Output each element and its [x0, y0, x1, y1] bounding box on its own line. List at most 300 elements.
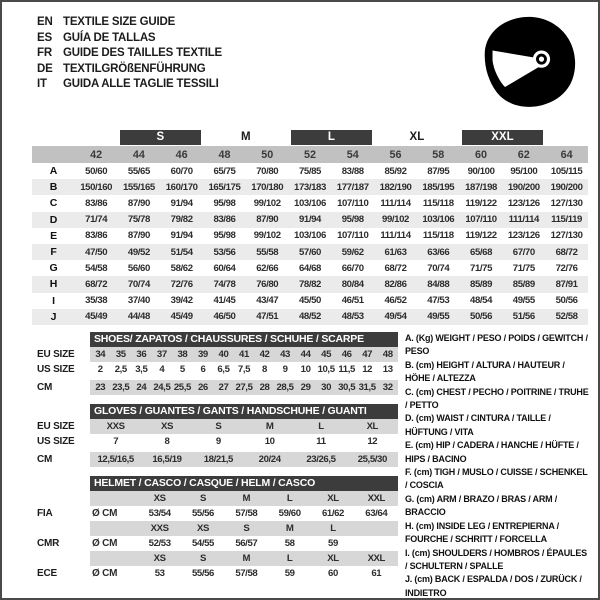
textile-size-table: [32, 129, 588, 325]
measurement-value: 82/86: [374, 276, 417, 292]
gloves-cell: 18/21,5: [203, 454, 233, 465]
helmet-value: 60: [328, 568, 338, 579]
measurement-value: 107/110: [337, 230, 369, 242]
shoes-cell: 43: [280, 349, 290, 360]
measurement-value: 177/187: [331, 179, 374, 195]
measurement-value: 46/52: [384, 295, 407, 307]
measurement-value: 64/68: [298, 262, 321, 274]
gloves-cell: 20/24: [258, 454, 281, 465]
shoes-cell: 5: [179, 364, 185, 375]
shoes-cell: 13: [382, 364, 393, 375]
measurement-value: 99/102: [253, 230, 281, 242]
row-letter: H: [32, 276, 75, 292]
shoes-cell: 8: [262, 364, 267, 375]
helmet-size-label: XL: [327, 493, 339, 504]
measurement-value: 85/92: [384, 165, 407, 177]
size-group-xl: [374, 129, 460, 146]
measurement-value: 47/50: [75, 244, 118, 260]
spacer: [32, 476, 90, 491]
measurement-row-f: [32, 244, 588, 260]
measurement-value: 58/62: [170, 262, 193, 274]
size-column-48: 48: [203, 146, 246, 163]
gloves-cell: S: [215, 421, 222, 432]
shoes-cell: 34: [95, 349, 106, 360]
helmet-size-label: M: [242, 493, 251, 504]
shoes-cell: 36: [136, 349, 147, 360]
shoes-cell: 24: [136, 382, 147, 393]
shoes-cell: 48: [382, 349, 393, 360]
gloves-cell: M: [265, 421, 274, 432]
helmet-size-label: L: [286, 493, 293, 504]
helmet-standard-row-ece: [32, 566, 398, 581]
size-group-box: XXL: [462, 130, 544, 145]
language-title: GUÍA DE TALLAS: [63, 31, 156, 44]
measurement-value: 123/126: [507, 197, 540, 209]
gloves-row-label: US SIZE: [37, 436, 75, 447]
shoes-cells: [90, 362, 398, 377]
gloves-row-label: CM: [37, 454, 53, 465]
shoes-cell: 10,5: [317, 364, 335, 375]
helmet-sizes-cells: [90, 551, 398, 566]
measurement-value: 119/122: [465, 197, 497, 209]
shoes-cell: 47: [362, 349, 373, 360]
measurement-value: 61/63: [374, 244, 417, 260]
helmet-value: 54/55: [191, 538, 214, 549]
shoes-cell: 3,5: [135, 364, 148, 375]
shoes-cell: 23: [95, 382, 106, 393]
measurement-value: 75/85: [298, 165, 321, 177]
shoes-cell: 41: [239, 349, 249, 360]
measurement-value: 80/84: [331, 276, 374, 292]
shoes-cell: 31,5: [358, 382, 376, 393]
measurement-value: 74/78: [203, 276, 246, 292]
measurement-value: 91/94: [170, 197, 193, 209]
measurement-value: 62/66: [256, 262, 279, 274]
legend-item: D. (cm) WAIST / CINTURA / TAILLE / HÜFTUNG / VITA: [405, 413, 551, 437]
sub-tables-column: [32, 332, 398, 600]
measurement-row-j: [32, 309, 588, 325]
shoes-cell: 24,5: [153, 382, 171, 393]
measurement-value: 85/89: [460, 276, 503, 292]
shoes-cells: [90, 380, 398, 395]
shoes-row: [32, 380, 398, 395]
language-row: [37, 77, 222, 93]
measurement-value: 185/195: [417, 179, 460, 195]
measurement-value: 95/98: [213, 230, 236, 242]
measurement-value: 60/70: [170, 165, 193, 177]
measurement-value: 66/70: [341, 262, 364, 274]
shoes-size-table: [32, 332, 398, 395]
row-letter: A: [49, 165, 57, 178]
shoes-cell: 10: [300, 364, 311, 375]
shoes-cell: 42: [259, 349, 270, 360]
measurement-value: 87/90: [246, 212, 289, 228]
measurement-value: 76/80: [246, 276, 289, 292]
shoes-row-label: CM: [37, 382, 53, 393]
row-letter: G: [49, 262, 58, 275]
helmet-size-label: XXL: [367, 493, 386, 504]
measurement-value: 70/80: [256, 165, 279, 177]
shoes-cell: 29: [300, 382, 311, 393]
measurement-value: 56/60: [127, 262, 150, 274]
gloves-cell: 12: [367, 436, 378, 447]
legend-item: B. (cm) HEIGHT / ALTURA / HAUTEUR / HÖHE / ALTEZZA: [405, 359, 565, 384]
shoes-cell: 32: [382, 382, 393, 393]
helmet-value: 56/57: [235, 538, 258, 549]
shoes-cell: 27,5: [235, 382, 253, 393]
measurement-value: 45/50: [298, 295, 321, 307]
gloves-cell: 12,5/16,5: [97, 454, 134, 465]
measurement-value: 65/68: [460, 244, 503, 260]
measurement-value: 83/86: [85, 197, 108, 209]
measurement-value: 45/49: [75, 309, 118, 325]
measurement-value: 119/122: [465, 230, 497, 242]
shoes-cell: 25,5: [173, 382, 191, 393]
measurement-value: 111/114: [502, 212, 545, 228]
helmet-unit-spacer: [90, 491, 138, 506]
legend-item: H. (cm) INSIDE LEG / ENTREPIERNA / FOURCHE / SCHRITT / FORCELLA: [405, 520, 559, 545]
shoes-cell: 28: [259, 382, 270, 393]
measurement-value: 71/75: [470, 262, 493, 274]
measurement-value: 72/76: [555, 262, 578, 274]
racing-helmet-icon: [476, 14, 582, 110]
helmet-size-label: XL: [327, 553, 339, 564]
helmet-standard-label: CMR: [37, 538, 60, 549]
helmet-size-label: XS: [153, 553, 166, 564]
helmet-standard-label: ECE: [37, 568, 57, 579]
measurement-value: 41/45: [213, 295, 236, 307]
shoes-cell: 6: [200, 364, 206, 375]
legend-item: J. (cm) BACK / ESPALDA / DOS / ZURÜCK / INDIETRO: [405, 574, 582, 598]
measurement-value: 35/38: [85, 295, 108, 307]
gloves-cell: XS: [160, 421, 173, 432]
helmet-sizes-row: [32, 551, 398, 566]
gloves-row: [32, 419, 398, 434]
measurement-value: 51/56: [502, 309, 545, 325]
measurement-row-e: [32, 228, 588, 244]
measurement-value: 70/74: [118, 276, 161, 292]
language-title: TEXTILE SIZE GUIDE: [63, 16, 176, 28]
measurement-value: 107/110: [460, 212, 503, 228]
measurement-value: 47/53: [427, 295, 450, 307]
helmet-size-table: [32, 476, 398, 581]
language-code: EN: [37, 16, 53, 28]
measurement-value: 50/56: [460, 309, 503, 325]
measurement-value: 68/72: [545, 244, 588, 260]
shoes-cell: 27: [218, 382, 229, 393]
measurement-value: 37/40: [127, 295, 150, 307]
shoes-cells: [90, 347, 398, 362]
gloves-size-table: [32, 404, 398, 467]
helmet-unit-spacer: [90, 551, 138, 566]
measurement-value: 190/200: [545, 179, 588, 195]
measurement-value: 49/54: [374, 309, 417, 325]
legend-item: F. (cm) TIGH / MUSLO / CUISSE / SCHENKEL / COSCIA: [405, 467, 588, 491]
measurement-value: 55/65: [127, 165, 150, 177]
measurement-value: 165/175: [203, 179, 246, 195]
measurement-value: 75/78: [118, 212, 161, 228]
shoes-cell: 26: [197, 382, 208, 393]
measurement-value: 123/126: [507, 230, 540, 242]
shoes-table-title: SHOES/ ZAPATOS / CHAUSSURES / SCHUHE / SCARPE: [90, 332, 398, 347]
helmet-value: 55/56: [191, 508, 214, 519]
helmet-sizes-row: [32, 521, 398, 536]
helmet-unit-label: Ø CM: [92, 538, 118, 549]
size-group-row: [32, 129, 588, 146]
shoes-cell: 4: [159, 364, 165, 375]
gloves-row: [32, 452, 398, 467]
language-code: ES: [37, 31, 52, 44]
helmet-size-label: M: [242, 553, 251, 564]
measurement-value: 85/89: [502, 276, 545, 292]
measurement-value: 51/54: [160, 244, 203, 260]
language-title: GUIDA ALLE TAGLIE TESSILI: [63, 78, 219, 91]
helmet-value: 55/56: [191, 568, 214, 579]
measurement-value: 111/114: [380, 230, 411, 242]
measurement-value: 160/170: [160, 179, 203, 195]
shoes-cell: 9: [282, 364, 288, 375]
shoes-cell: 35: [115, 349, 126, 360]
shoes-cell: 11,5: [338, 364, 355, 375]
measurement-value: 45/49: [160, 309, 203, 325]
measurement-value: 127/130: [550, 230, 583, 242]
measurement-value: 54/58: [85, 262, 108, 274]
lower-section: [32, 332, 590, 600]
language-code: DE: [37, 62, 53, 75]
shoes-row-label: US SIZE: [37, 364, 75, 375]
gloves-cell: 25,5/30: [357, 454, 387, 465]
measurement-value: 60/64: [213, 262, 236, 274]
measurement-value: 103/106: [294, 197, 326, 209]
shoes-cell: 39: [197, 349, 208, 360]
helmet-value-cells: [90, 506, 398, 521]
size-group-empty: [545, 129, 588, 146]
gloves-cells: [90, 419, 398, 434]
size-column-52: 52: [289, 146, 332, 163]
measurement-value: 87/91: [545, 276, 588, 292]
helmet-value: [355, 536, 398, 551]
size-column-46: 46: [160, 146, 203, 163]
measurement-value: 190/200: [502, 179, 545, 195]
measurement-value: 115/118: [422, 197, 454, 209]
measurement-row-b: [32, 179, 588, 195]
helmet-value: 58: [284, 538, 295, 549]
helmet-table-title: HELMET / CASCO / CASQUE / HELM / CASCO: [90, 476, 398, 491]
gloves-cell: 23/26,5: [306, 454, 336, 465]
helmet-size-label: S: [243, 523, 250, 534]
size-group-m: [203, 129, 289, 146]
helmet-value: 59: [284, 568, 295, 579]
shoes-cell: 28,5: [276, 382, 294, 393]
measurement-value: 46/51: [341, 295, 364, 307]
gloves-cell: 10: [264, 436, 275, 447]
measurement-value: 115/118: [422, 230, 454, 242]
row-letter: B: [32, 179, 75, 195]
shoes-cell: 2,5: [114, 364, 127, 375]
measurement-value: 173/183: [289, 179, 332, 195]
size-column-64: 64: [545, 146, 588, 163]
language-row: [37, 46, 222, 62]
measurement-row-c: [32, 195, 588, 211]
shoes-row: [32, 347, 398, 362]
measurement-value: 50/60: [85, 165, 108, 177]
helmet-row-label: [32, 551, 90, 566]
measurement-value: 127/130: [550, 197, 583, 209]
measurement-value: 107/110: [337, 197, 369, 209]
measurement-value: 55/58: [246, 244, 289, 260]
helmet-size-label: L: [330, 523, 336, 534]
helmet-value: 57/58: [235, 568, 258, 579]
helmet-sizes-cells: [90, 521, 398, 536]
helmet-standard-row-fia: [32, 506, 398, 521]
language-title: TEXTILGRÖßENFÜHRUNG: [63, 62, 206, 75]
measurement-value: 63/66: [417, 244, 460, 260]
measurement-value: 43/47: [256, 295, 279, 307]
legend-item: E. (cm) HIP / CADERA / HANCHE / HÜFTE / HIPS / BACINO: [405, 440, 579, 464]
size-column-58: 58: [417, 146, 460, 163]
legend-item: G. (cm) ARM / BRAZO / BRAS / ARM / BRACCIO: [405, 493, 558, 518]
shoes-cell: 7,5: [237, 364, 251, 375]
measurement-value: 187/198: [460, 179, 503, 195]
measurement-value: 95/98: [213, 197, 236, 209]
helmet-row-label: [32, 491, 90, 506]
helmet-unit-label: Ø CM: [92, 508, 118, 519]
measurement-value: 103/106: [417, 212, 460, 228]
language-title-list: [37, 15, 222, 93]
row-letter: J: [32, 309, 75, 325]
size-column-56: 56: [374, 146, 417, 163]
helmet-size-label: S: [199, 553, 206, 564]
gloves-cell: XXS: [106, 421, 125, 432]
measurement-value: 170/180: [246, 179, 289, 195]
measurement-value: 95/98: [331, 212, 374, 228]
gloves-cell: XL: [366, 421, 379, 432]
row-letter: I: [52, 294, 55, 307]
shoes-cell: 23,5: [112, 382, 130, 393]
gloves-row: [32, 434, 398, 449]
measurement-value: 68/72: [384, 262, 407, 274]
shoes-cell: 37: [156, 349, 167, 360]
helmet-unit-spacer: [90, 521, 138, 536]
size-group-box: XL: [409, 131, 425, 143]
language-row: [37, 31, 222, 47]
measurement-row-h: [32, 276, 588, 292]
size-column-62: 62: [502, 146, 545, 163]
size-group-l: [289, 129, 375, 146]
measurement-value: 84/88: [417, 276, 460, 292]
measurement-value: 99/102: [374, 212, 417, 228]
measurement-value: 49/55: [512, 295, 535, 307]
measurement-value: 57/60: [289, 244, 332, 260]
gloves-cell: 8: [164, 436, 170, 447]
measurement-value: 49/52: [118, 244, 161, 260]
helmet-unit-label: Ø CM: [92, 568, 118, 579]
size-group-s: [118, 129, 204, 146]
size-group-empty: [32, 129, 118, 146]
measurement-value: 48/53: [331, 309, 374, 325]
language-row: [37, 62, 222, 78]
spacer: [32, 332, 90, 347]
measurement-value: 65/75: [213, 165, 236, 177]
measurement-value: 49/55: [417, 309, 460, 325]
measurement-value: 53/56: [203, 244, 246, 260]
shoes-cell: 12: [362, 364, 373, 375]
size-number-row: [32, 146, 588, 163]
measurement-value: 79/82: [160, 212, 203, 228]
size-column-54: 54: [331, 146, 374, 163]
measurement-value: 87/95: [427, 165, 450, 177]
helmet-size-label: L: [286, 553, 293, 564]
legend-item: C. (cm) CHEST / PECHO / POITRINE / TRUHE / PETTO: [405, 386, 589, 411]
measurement-value: 71/74: [75, 212, 118, 228]
size-column-44: 44: [118, 146, 161, 163]
measurement-value: 83/88: [341, 165, 364, 177]
measurement-value: 44/48: [118, 309, 161, 325]
measurement-value: 91/94: [289, 212, 332, 228]
helmet-standard-row-cmr: [32, 536, 398, 551]
gloves-cells: [90, 452, 398, 467]
measurement-value: 87/90: [127, 230, 150, 242]
measurement-value: 67/70: [502, 244, 545, 260]
helmet-size-label: XXS: [150, 523, 169, 534]
gloves-row-label: EU SIZE: [37, 421, 75, 432]
row-letter: F: [32, 244, 75, 260]
shoes-cell: 40: [218, 349, 229, 360]
measurement-value: 99/102: [253, 197, 281, 209]
size-group-box: L: [291, 130, 373, 145]
shoes-cell: 30,5: [338, 382, 356, 393]
language-code: FR: [37, 47, 52, 60]
helmet-size-label: XS: [196, 523, 209, 534]
measurement-value: 39/42: [170, 295, 193, 307]
measurement-value: 78/82: [289, 276, 332, 292]
shoes-cell: 46: [341, 349, 352, 360]
legend-item: I. (cm) SHOULDERS / HOMBROS / ÉPAULES / SCHULTERN / SPALLE: [405, 547, 587, 571]
spacer: [32, 404, 90, 419]
measurement-value: 71/75: [512, 262, 535, 274]
row-letter: C: [49, 197, 57, 210]
helmet-value: 59: [328, 538, 338, 549]
gloves-cell: 7: [113, 436, 119, 447]
measurement-value: 111/114: [380, 197, 411, 209]
gloves-cells: [90, 434, 398, 449]
shoes-cell: 2: [97, 364, 103, 375]
helmet-sizes-cells: [90, 491, 398, 506]
helmet-row-label: [32, 521, 90, 536]
measurement-row-i: [32, 293, 588, 309]
measurement-value: 48/54: [470, 295, 493, 307]
measurement-value: 68/72: [75, 276, 118, 292]
helmet-sizes-row: [32, 491, 398, 506]
shoes-cell: 30: [321, 382, 332, 393]
measurement-value: 48/52: [289, 309, 332, 325]
helmet-value: 61: [371, 568, 382, 579]
gloves-cell: 9: [215, 436, 221, 447]
gloves-cell: 16,5/19: [152, 454, 182, 465]
helmet-value: 63/64: [365, 508, 388, 519]
row-letter-header: [32, 146, 75, 163]
measurement-value: 52/58: [545, 309, 588, 325]
helmet-value: 59/60: [278, 508, 301, 519]
measurement-value: 155/165: [118, 179, 161, 195]
language-title: GUIDE DES TAILLES TEXTILE: [63, 47, 222, 60]
shoes-row-label: EU SIZE: [37, 349, 75, 360]
size-group-xxl: [460, 129, 546, 146]
helmet-value: 53/54: [148, 508, 171, 519]
gloves-cell: L: [318, 421, 324, 432]
shoes-row: [32, 362, 398, 377]
helmet-size-label: XXL: [367, 553, 386, 564]
